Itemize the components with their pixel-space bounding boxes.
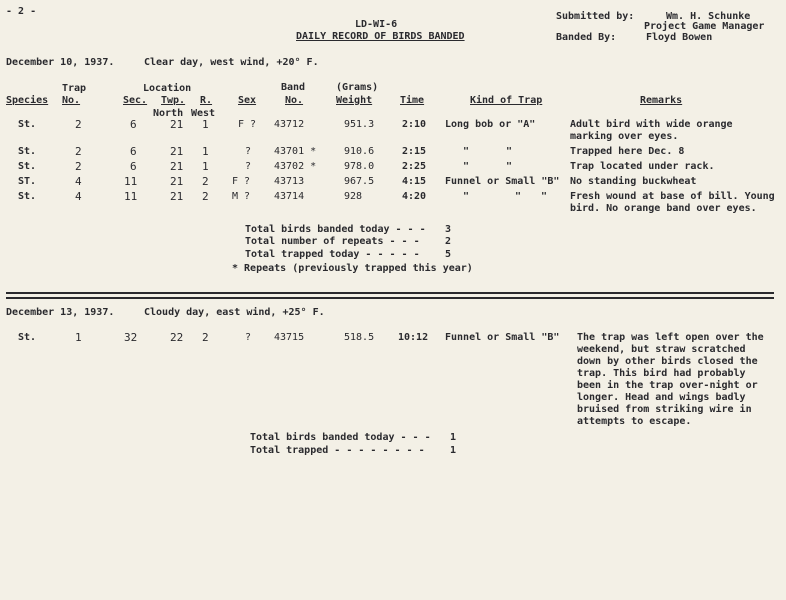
col-weight: Weight	[336, 95, 373, 106]
day1-summary-trapped-label: Total trapped today - - - - -	[245, 249, 420, 260]
r2-band: 43701 *	[274, 146, 317, 157]
day1-summary-repeats-value: 2	[445, 236, 452, 247]
day1-date: December 10, 1937.	[6, 57, 115, 68]
col-west: West	[191, 108, 216, 119]
col-sex: Sex	[238, 95, 257, 106]
r4-sec: 11	[124, 175, 138, 188]
col-twp: Twp.	[161, 95, 186, 106]
r3-sec: 6	[130, 160, 137, 173]
col-remarks: Remarks	[640, 95, 683, 106]
r1-kind: Long bob or "A"	[445, 119, 536, 130]
r1-band: 43712	[274, 119, 305, 130]
r1-r: 1	[202, 118, 209, 131]
col-north: North	[153, 108, 184, 119]
r1-sec: 6	[130, 118, 137, 131]
col-trap: Trap	[62, 83, 87, 94]
r5-remarks: Fresh wound at base of bill. Young bird. No orange band over eyes.	[570, 191, 775, 214]
r4-time: 4:15	[402, 176, 427, 187]
section-divider-bottom	[6, 297, 774, 299]
banded-by-name: Floyd Bowen	[646, 32, 713, 43]
d2-remarks-line-7: bruised from striking wire in	[577, 404, 752, 415]
r5-weight: 928	[344, 191, 363, 202]
d2-weight: 518.5	[344, 332, 375, 343]
day1-summary-repeats-label: Total number of repeats - - -	[245, 236, 420, 247]
r5-kind: "	[463, 191, 470, 202]
col-time: Time	[400, 95, 425, 106]
r2-trap: 2	[75, 145, 82, 158]
col-grams: (Grams)	[336, 82, 379, 93]
r3-band: 43702 *	[274, 161, 317, 172]
r4-weight: 967.5	[344, 176, 375, 187]
r3-trap: 2	[75, 160, 82, 173]
r4-species: ST.	[18, 176, 37, 187]
col-location: Location	[143, 83, 192, 94]
r4-r: 2	[202, 175, 209, 188]
day1-summary-trapped-value: 5	[445, 249, 452, 260]
r2-sex: ?	[245, 146, 252, 157]
r1-weight: 951.3	[344, 119, 375, 130]
day1-summary-banded-label: Total birds banded today - - -	[245, 224, 426, 235]
r4-twp: 21	[170, 175, 184, 188]
col-sec: Sec.	[123, 95, 148, 106]
d2-r: 2	[202, 331, 209, 344]
d2-time: 10:12	[398, 332, 429, 343]
d2-remarks-line-1: The trap was left open over the	[577, 332, 764, 343]
r3-kind-ditto: "	[506, 161, 513, 172]
r5-time: 4:20	[402, 191, 427, 202]
d2-twp: 22	[170, 331, 184, 344]
d2-sec: 32	[124, 331, 138, 344]
day2-summary-banded-value: 1	[450, 432, 457, 443]
page-number: - 2 -	[6, 6, 37, 17]
r1-species: St.	[18, 119, 37, 130]
banded-by-label: Banded By:	[556, 32, 617, 43]
d2-remarks-line-2: weekend, but straw scratched	[577, 344, 746, 355]
r3-twp: 21	[170, 160, 184, 173]
day2-weather: Cloudy day, east wind, +25° F.	[144, 307, 325, 318]
d2-remarks-line-4: trap. This bird had probably	[577, 368, 746, 379]
d2-trap: 1	[75, 331, 82, 344]
doc-title: DAILY RECORD OF BIRDS BANDED	[296, 31, 465, 42]
day2-summary-banded-label: Total birds banded today - - -	[250, 432, 431, 443]
r2-kind: "	[463, 146, 470, 157]
r5-band: 43714	[274, 191, 305, 202]
d2-remarks-line-6: longer. Head and wings badly	[577, 392, 746, 403]
r2-sec: 6	[130, 145, 137, 158]
d2-remarks-line-8: attempts to escape.	[577, 416, 692, 427]
r2-weight: 910.6	[344, 146, 375, 157]
day1-footnote: * Repeats (previously trapped this year)	[232, 263, 473, 274]
submitted-by-name: Wm. H. Schunke	[666, 11, 751, 22]
d2-remarks-line-5: been in the trap over-night or	[577, 380, 758, 391]
col-band-no: No.	[285, 95, 304, 106]
d2-remarks-line-3: down by other birds closed the	[577, 356, 758, 367]
col-r: R.	[200, 95, 213, 106]
r5-kind-ditto: "	[515, 191, 522, 202]
day2-date: December 13, 1937.	[6, 307, 115, 318]
r3-species: St.	[18, 161, 37, 172]
submitted-by-role: Project Game Manager	[644, 21, 765, 32]
r5-species: St.	[18, 191, 37, 202]
section-divider-top	[6, 292, 774, 294]
r2-r: 1	[202, 145, 209, 158]
doc-code: LD-WI-6	[355, 19, 398, 30]
d2-kind: Funnel or Small "B"	[445, 332, 560, 343]
r1-time: 2:10	[402, 119, 427, 130]
r5-sec: 11	[124, 190, 138, 203]
r2-time: 2:15	[402, 146, 427, 157]
day2-summary-trapped-value: 1	[450, 445, 457, 456]
r3-r: 1	[202, 160, 209, 173]
r1-trap: 2	[75, 118, 82, 131]
col-trap-no: No.	[62, 95, 81, 106]
r3-kind: "	[463, 161, 470, 172]
r3-weight: 978.0	[344, 161, 375, 172]
r3-time: 2:25	[402, 161, 427, 172]
d2-sex: ?	[245, 332, 252, 343]
day1-weather: Clear day, west wind, +20° F.	[144, 57, 319, 68]
col-species: Species	[6, 95, 49, 106]
r3-remarks: Trap located under rack.	[570, 161, 715, 172]
col-kind-of-trap: Kind of Trap	[470, 95, 543, 106]
d2-band: 43715	[274, 332, 305, 343]
r4-remarks: No standing buckwheat	[570, 176, 697, 187]
col-band: Band	[281, 82, 306, 93]
r4-band: 43713	[274, 176, 305, 187]
r5-twp: 21	[170, 190, 184, 203]
r2-remarks: Trapped here Dec. 8	[570, 146, 685, 157]
r5-kind-ditto-2: "	[541, 191, 548, 202]
r4-kind: Funnel or Small "B"	[445, 176, 560, 187]
day1-summary-banded-value: 3	[445, 224, 452, 235]
d2-species: St.	[18, 332, 37, 343]
r5-r: 2	[202, 190, 209, 203]
r2-species: St.	[18, 146, 37, 157]
r3-sex: ?	[245, 161, 252, 172]
r1-sex: F ?	[238, 119, 257, 130]
r4-sex: F ?	[232, 176, 251, 187]
r5-sex: M ?	[232, 191, 251, 202]
submitted-by-label: Submitted by:	[556, 11, 635, 22]
r2-kind-ditto: "	[506, 146, 513, 157]
r2-twp: 21	[170, 145, 184, 158]
r5-trap: 4	[75, 190, 82, 203]
r4-trap: 4	[75, 175, 82, 188]
r1-twp: 21	[170, 118, 184, 131]
r1-remarks: Adult bird with wide orange marking over eyes.	[570, 119, 733, 142]
day2-summary-trapped-label: Total trapped - - - - - - - -	[250, 445, 425, 456]
